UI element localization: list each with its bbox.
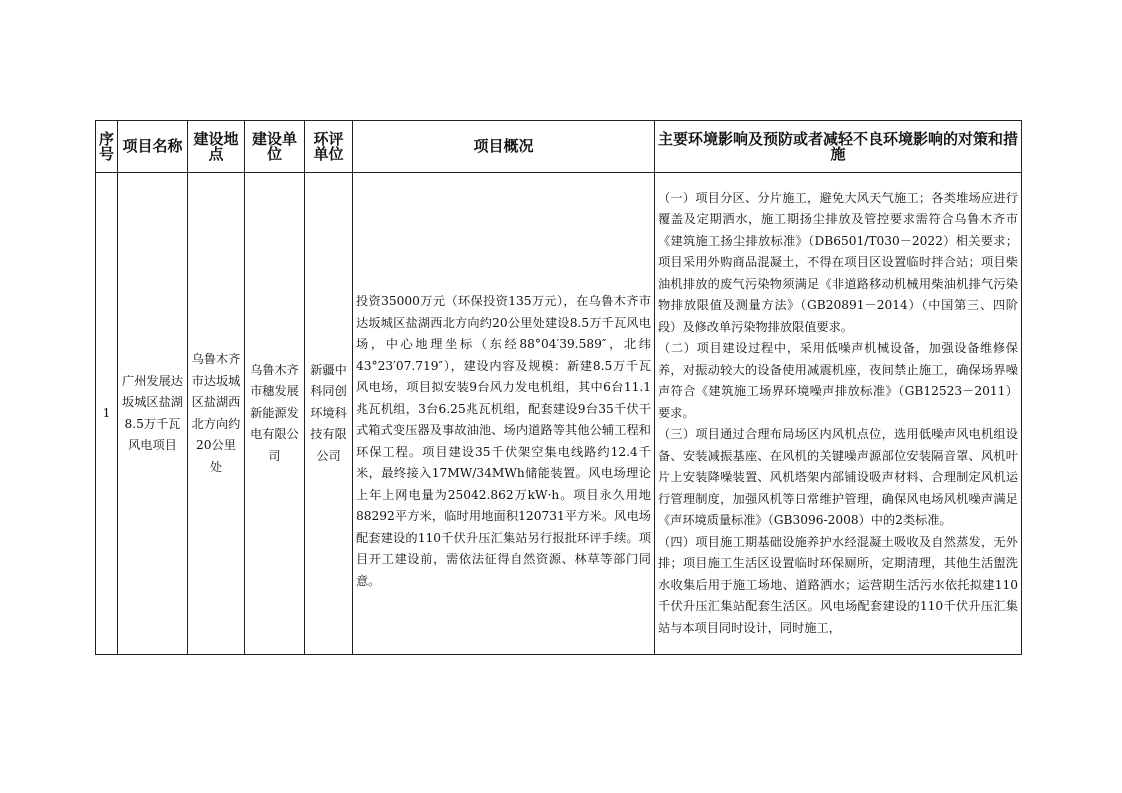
header-builder: 建设单位 [245, 121, 305, 173]
header-measures: 主要环境影响及预防或者减轻不良环境影响的对策和措施 [655, 121, 1022, 173]
cell-builder: 乌鲁木齐市穗发展新能源发电有限公司 [245, 173, 305, 655]
header-row [96, 121, 1022, 173]
header-summary: 项目概况 [353, 121, 655, 173]
cell-eia-unit: 新疆中科同创环境科技有限公司 [305, 173, 353, 655]
cell-project-name: 广州发展达坂城区盐湖8.5万千瓦风电项目 [118, 173, 188, 655]
header-name: 项目名称 [118, 121, 188, 173]
cell-location: 乌鲁木齐市达坂城区盐湖西北方向约20公里处 [188, 173, 245, 655]
header-eia-unit: 环评单位 [305, 121, 353, 173]
cell-seq: 1 [96, 173, 118, 655]
measure-paragraph-3: （三）项目通过合理布局场区内风机点位，选用低噪声风电机组设备、安装减振基座、在风机的关键噪声源部位安装隔音罩、风机叶片上安装降噪装置、风机塔架内部铺设吸声材料、合理制定风机运行管理制度，加强风机等日常维护管理，确保风电场风机噪声满足《声环境质量标准》（GB3096-2008）中的2类标准。 [658, 427, 1018, 528]
measure-paragraph-4: （四）项目施工期基础设施养护水经混凝土吸收及自然蒸发，无外排；项目施工生活区设置临时环保厕所，定期清理，其他生活盥洗水收集后用于施工场地、道路洒水；运营期生活污水依托拟建110千伏升压汇集站配套生活区。风电场配套建设的110千伏升压汇集站与本项目同时设计，同时施工， [658, 534, 1018, 635]
measure-paragraph-1: （一）项目分区、分片施工，避免大风天气施工；各类堆场应进行覆盖及定期洒水，施工期扬尘排放及管控要求需符合乌鲁木齐市《建筑施工扬尘排放标准》（DB6501/T030－2022）相关要求；项目采用外购商品混凝土，不得在项目区设置临时拌合站；项目柴油机排放的废气污染物须满足《非道路移动机械用柴油机排气污染物排放限值及测量方法》（GB20891－2014）（中国第三、四阶段）及修改单污染物排放限值要求。 [658, 190, 1018, 334]
table-row [96, 173, 1022, 655]
project-table [95, 120, 1022, 655]
header-location: 建设地点 [188, 121, 245, 173]
cell-measures [655, 173, 1022, 655]
cell-project-summary: 投资35000万元（环保投资135万元），在乌鲁木齐市达坂城区盐湖西北方向约20公里处建设8.5万千瓦风电场，中心地理坐标（东经88°04′39.589″，北纬43°23′07.719″），建设内容及规模：新建8.5万千瓦风电场，项目拟安装9台风力发电机组，其中6台11.1兆瓦机组，3台6.25兆瓦机组，配套建设9台35千伏干式箱式变压器及事故油池、场内道路等其他公辅工程和环保工程。项目建设35千伏架空集电线路约12.4千米，最终接入17MW/34MWh储能装置。风电场理论上年上网电量为25042.862万kW·h。项目永久用地88292平方米，临时用地面积120731平方米。风电场配套建设的110千伏升压汇集站另行报批环评手续。项目开工建设前，需依法征得自然资源、林草等部门同意。 [353, 173, 655, 655]
header-seq: 序号 [96, 121, 118, 173]
measure-paragraph-2: （二）项目建设过程中，采用低噪声机械设备，加强设备维修保养，对振动较大的设备使用减震机座，夜间禁止施工，确保场界噪声符合《建筑施工场界环境噪声排放标准》（GB12523－2011）要求。 [658, 341, 1018, 420]
